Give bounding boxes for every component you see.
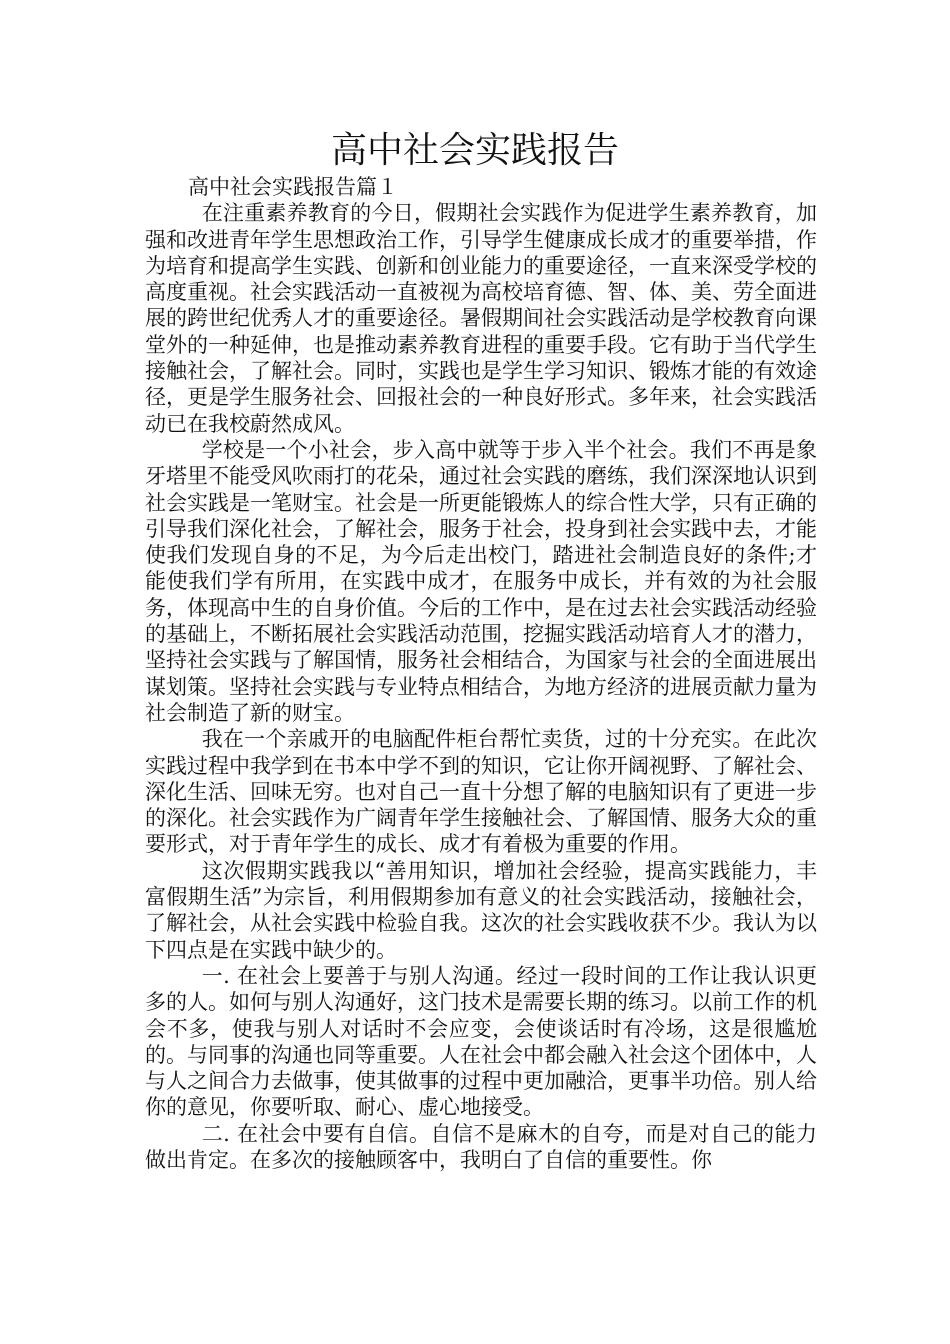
paragraph-1: 在注重素养教育的今日，假期社会实践作为促进学生素养教育，加强和改进青年学生思想政治工作，引导学生健康成长成才的重要举措，作为培育和提高学生实践、创新和创业能力的重要途径，一直来深受学校的高度重视。社会实践活动一直被视为高校培育德、智、体、美、劳全面进展的跨世纪优秀人才的重要途径。暑假期间社会实践活动是学校教育向课堂外的一种延伸，也是推动素养教育进程的重要手段。它有助于当代学生接触社会，了解社会。同时，实践也是学生学习知识、锻炼才能的有效途径，更是学生服务社会、回报社会的一种良好形式。多年来，社会实践活动已在我校蔚然成风。 — [145, 201, 817, 436]
section-heading: 高中社会实践报告篇１ — [188, 175, 398, 199]
paragraph-2: 学校是一个小社会，步入高中就等于步入半个社会。我们不再是象牙塔里不能受风吹雨打的花朵，通过社会实践的磨练，我们深深地认识到社会实践是一笔财宝。社会是一所更能锻炼人的综合性大学，只有正确的引导我们深化社会，了解社会，服务于社会，投身到社会实践中去，才能使我们发现自身的不足，为今后走出校门，踏进社会制造良好的条件;才能使我们学有所用，在实践中成才，在服务中成长，并有效的为社会服务，体现高中生的自身价值。今后的工作中，是在过去社会实践活动经验的基础上，不断拓展社会实践活动范围，挖掘实践活动培育人才的潜力，坚持社会实践与了解国情，服务社会相结合，为国家与社会的全面进展出谋划策。坚持社会实践与专业特点相结合，为地方经济的进展贡献力量为社会制造了新的财宝。 — [145, 437, 817, 725]
paragraph-6: 二. 在社会中要有自信。自信不是麻木的自夸，而是对自己的能力做出肯定。在多次的接触顾客中，我明白了自信的重要性。你 — [145, 1121, 817, 1172]
paragraph-3: 我在一个亲戚开的电脑配件柜台帮忙卖货，过的十分充实。在此次实践过程中我学到在书本中学不到的知识，它让你开阔视野、了解社会、深化生活、回味无穷。也对自己一直十分想了解的电脑知识有了更进一步的深化。社会实践作为广阔青年学生接触社会、了解国情、服务大众的重要形式，对于青年学生的成长、成才有着极为重要的作用。 — [145, 727, 817, 857]
document-title: 高中社会实践报告 — [330, 130, 619, 171]
paragraph-4: 这次假期实践我以“善用知识，增加社会经验，提高实践能力，丰富假期生活”为宗旨，利用假期参加有意义的社会实践活动，接触社会，了解社会，从社会实践中检验自我。这次的社会实践收获不少。我认为以下四点是在实践中缺少的。 — [145, 858, 817, 962]
document-body — [145, 174, 817, 1173]
paragraph-5: 一. 在社会上要善于与别人沟通。经过一段时间的工作让我认识更多的人。如何与别人沟通好，这门技术是需要长期的练习。以前工作的机会不多，使我与别人对话时不会应变，会使谈话时有冷场，这是很尴尬的。与同事的沟通也同等重要。人在社会中都会融入社会这个团体中，人与人之间合力去做事，使其做事的过程中更加融洽，更事半功倍。别人给你的意见，你要听取、耐心、虚心地接受。 — [145, 963, 817, 1120]
